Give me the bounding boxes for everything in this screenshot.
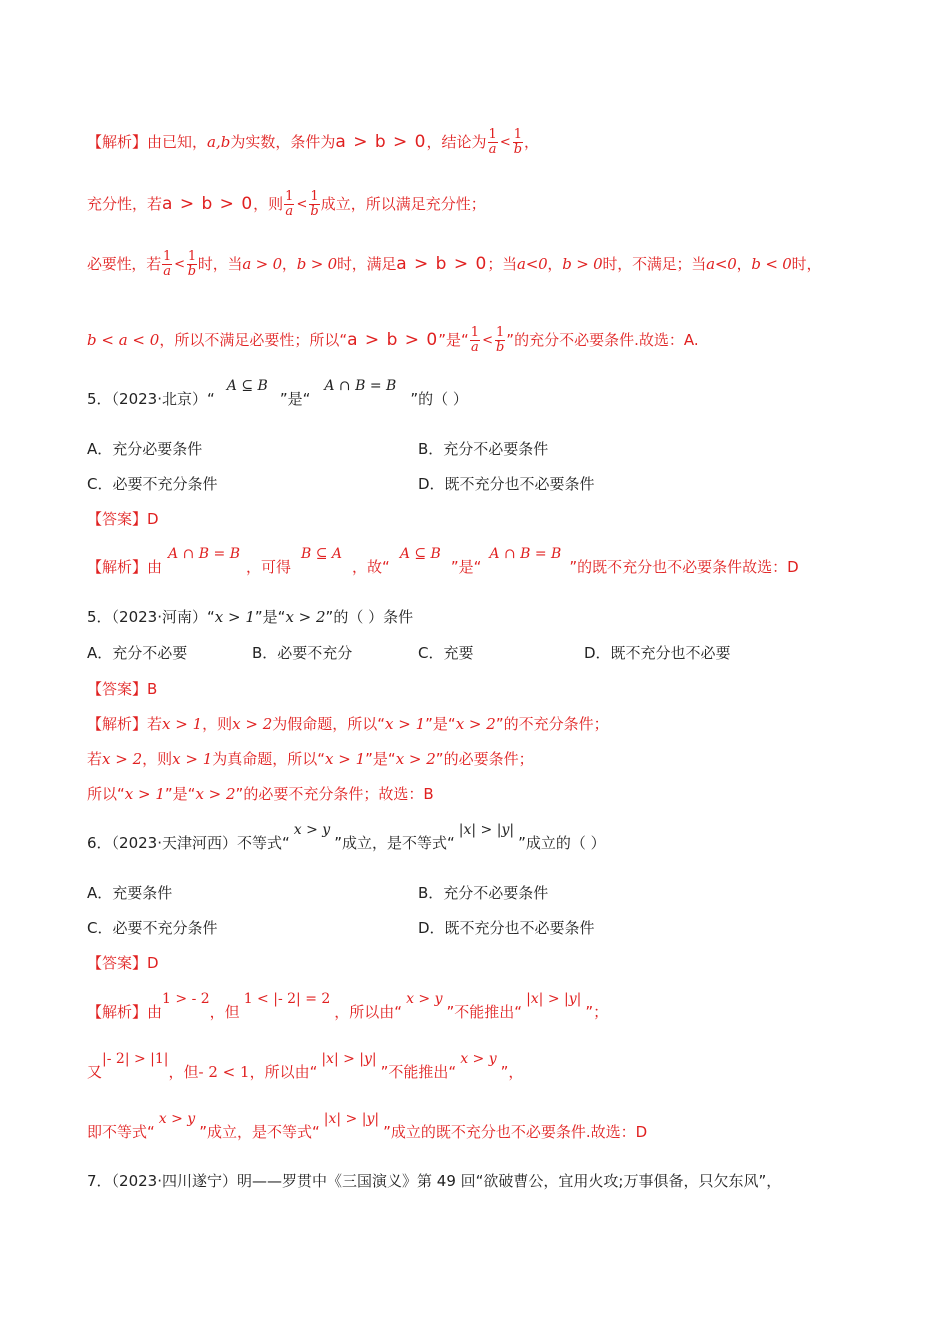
q5b-answer: 【答案】B — [87, 680, 158, 698]
fraction-1-over-a: $\frac{1}{a}$ — [470, 325, 480, 355]
q6-option-a: A．充要条件 — [87, 884, 173, 902]
q6-option-b: B．充分不必要条件 — [418, 884, 549, 902]
q6-analysis-2: 又|- 2| > |1|，但- 2 < 1，所以由“|x| > |y|”不能推出“x > y”， — [87, 1051, 524, 1081]
q5b-analysis-3: 所以“x > 1”是“x > 2”的必要不充分条件；故选：B — [87, 785, 434, 803]
question-6: 6．（2023·天津河西）不等式“x > y”成立，是不等式“|x| > |y|”成立的（ ） — [87, 822, 606, 852]
q5a-option-d: D．既不充分也不必要条件 — [418, 475, 595, 493]
question-7: 7．（2023·四川遂宁）明——罗贯中《三国演义》第 49 回“欲破曹公，宜用火攻;万事俱备，只欠东风”， — [87, 1172, 782, 1190]
analysis-line-3: 必要性，若 $\frac{1}{a}$ < $\frac{1}{b}$ 时，当a > 0，b > 0时，满足a > b > 0；当a<0，b > 0时，不满足；当a<0，b < 0时， — [87, 249, 822, 279]
q5b-option-c: C．充要 — [418, 644, 474, 662]
fraction-1-over-b: $\frac{1}{b}$ — [310, 189, 319, 219]
fraction-1-over-b: $\frac{1}{b}$ — [187, 249, 196, 279]
q5b-option-b: B．必要不充分 — [252, 644, 353, 662]
q6-answer: 【答案】D — [87, 954, 159, 972]
q5a-option-c: C．必要不充分条件 — [87, 475, 218, 493]
q5b-option-d: D．既不充分也不必要 — [584, 644, 731, 662]
q6-analysis-3: 即不等式“x > y”成立，是不等式“|x| > |y|”成立的既不充分也不必要条件.故选：D — [87, 1111, 648, 1141]
fraction-1-over-a: $\frac{1}{a}$ — [488, 127, 497, 157]
question-5-beijing: 5．（2023·北京）“A ⊆ B”是“A ∩ B = B”的（ ） — [87, 378, 468, 408]
fraction-1-over-b: $\frac{1}{b}$ — [513, 127, 523, 157]
q5b-analysis-1: 【解析】若x > 1，则x > 2为假命题，所以“x > 1”是“x > 2”的不充分条件； — [87, 715, 609, 733]
q6-option-d: D．既不充分也不必要条件 — [418, 919, 595, 937]
fraction-1-over-a: $\frac{1}{a}$ — [163, 249, 172, 279]
analysis-line-2: 充分性，若a > b > 0，则 $\frac{1}{a}$ < $\frac{1}{b}$ 成立，所以满足充分性； — [87, 189, 486, 219]
q6-analysis-1: 【解析】由1 > - 2，但1 < |- 2| = 2，所以由“x > y”不能推出“|x| > |y|”； — [87, 991, 609, 1021]
q5b-analysis-2: 若x > 2，则x > 1为真命题，所以“x > 1”是“x > 2”的必要条件； — [87, 750, 534, 768]
q5a-option-a: A．充分必要条件 — [87, 440, 203, 458]
fraction-1-over-b: $\frac{1}{b}$ — [495, 325, 505, 355]
q5a-answer: 【答案】D — [87, 510, 159, 528]
q5b-option-a: A．充分不必要 — [87, 644, 188, 662]
question-5-henan: 5．（2023·河南）“x > 1”是“x > 2”的（ ）条件 — [87, 608, 414, 626]
analysis-tag: 【解析】 — [87, 133, 148, 151]
q5a-analysis: 【解析】由A ∩ B = B，可得B ⊆ A，故“A ⊆ B”是“A ∩ B = B”的既不充分也不必要条件故选：D — [87, 546, 799, 576]
fraction-1-over-a: $\frac{1}{a}$ — [285, 189, 294, 219]
q5a-option-b: B．充分不必要条件 — [418, 440, 549, 458]
q6-option-c: C．必要不充分条件 — [87, 919, 218, 937]
analysis-line-4: b < a < 0，所以不满足必要性；所以“a > b > 0”是“ $\frac{1}{a}$ < $\frac{1}{b}$ ”的充分不必要条件.故选：A. — [87, 325, 699, 355]
analysis-line-1: 【解析】由已知，a,b为实数，条件为a > b > 0，结论为 $\frac{1}{a}$ < $\frac{1}{b}$ ， — [87, 127, 540, 157]
